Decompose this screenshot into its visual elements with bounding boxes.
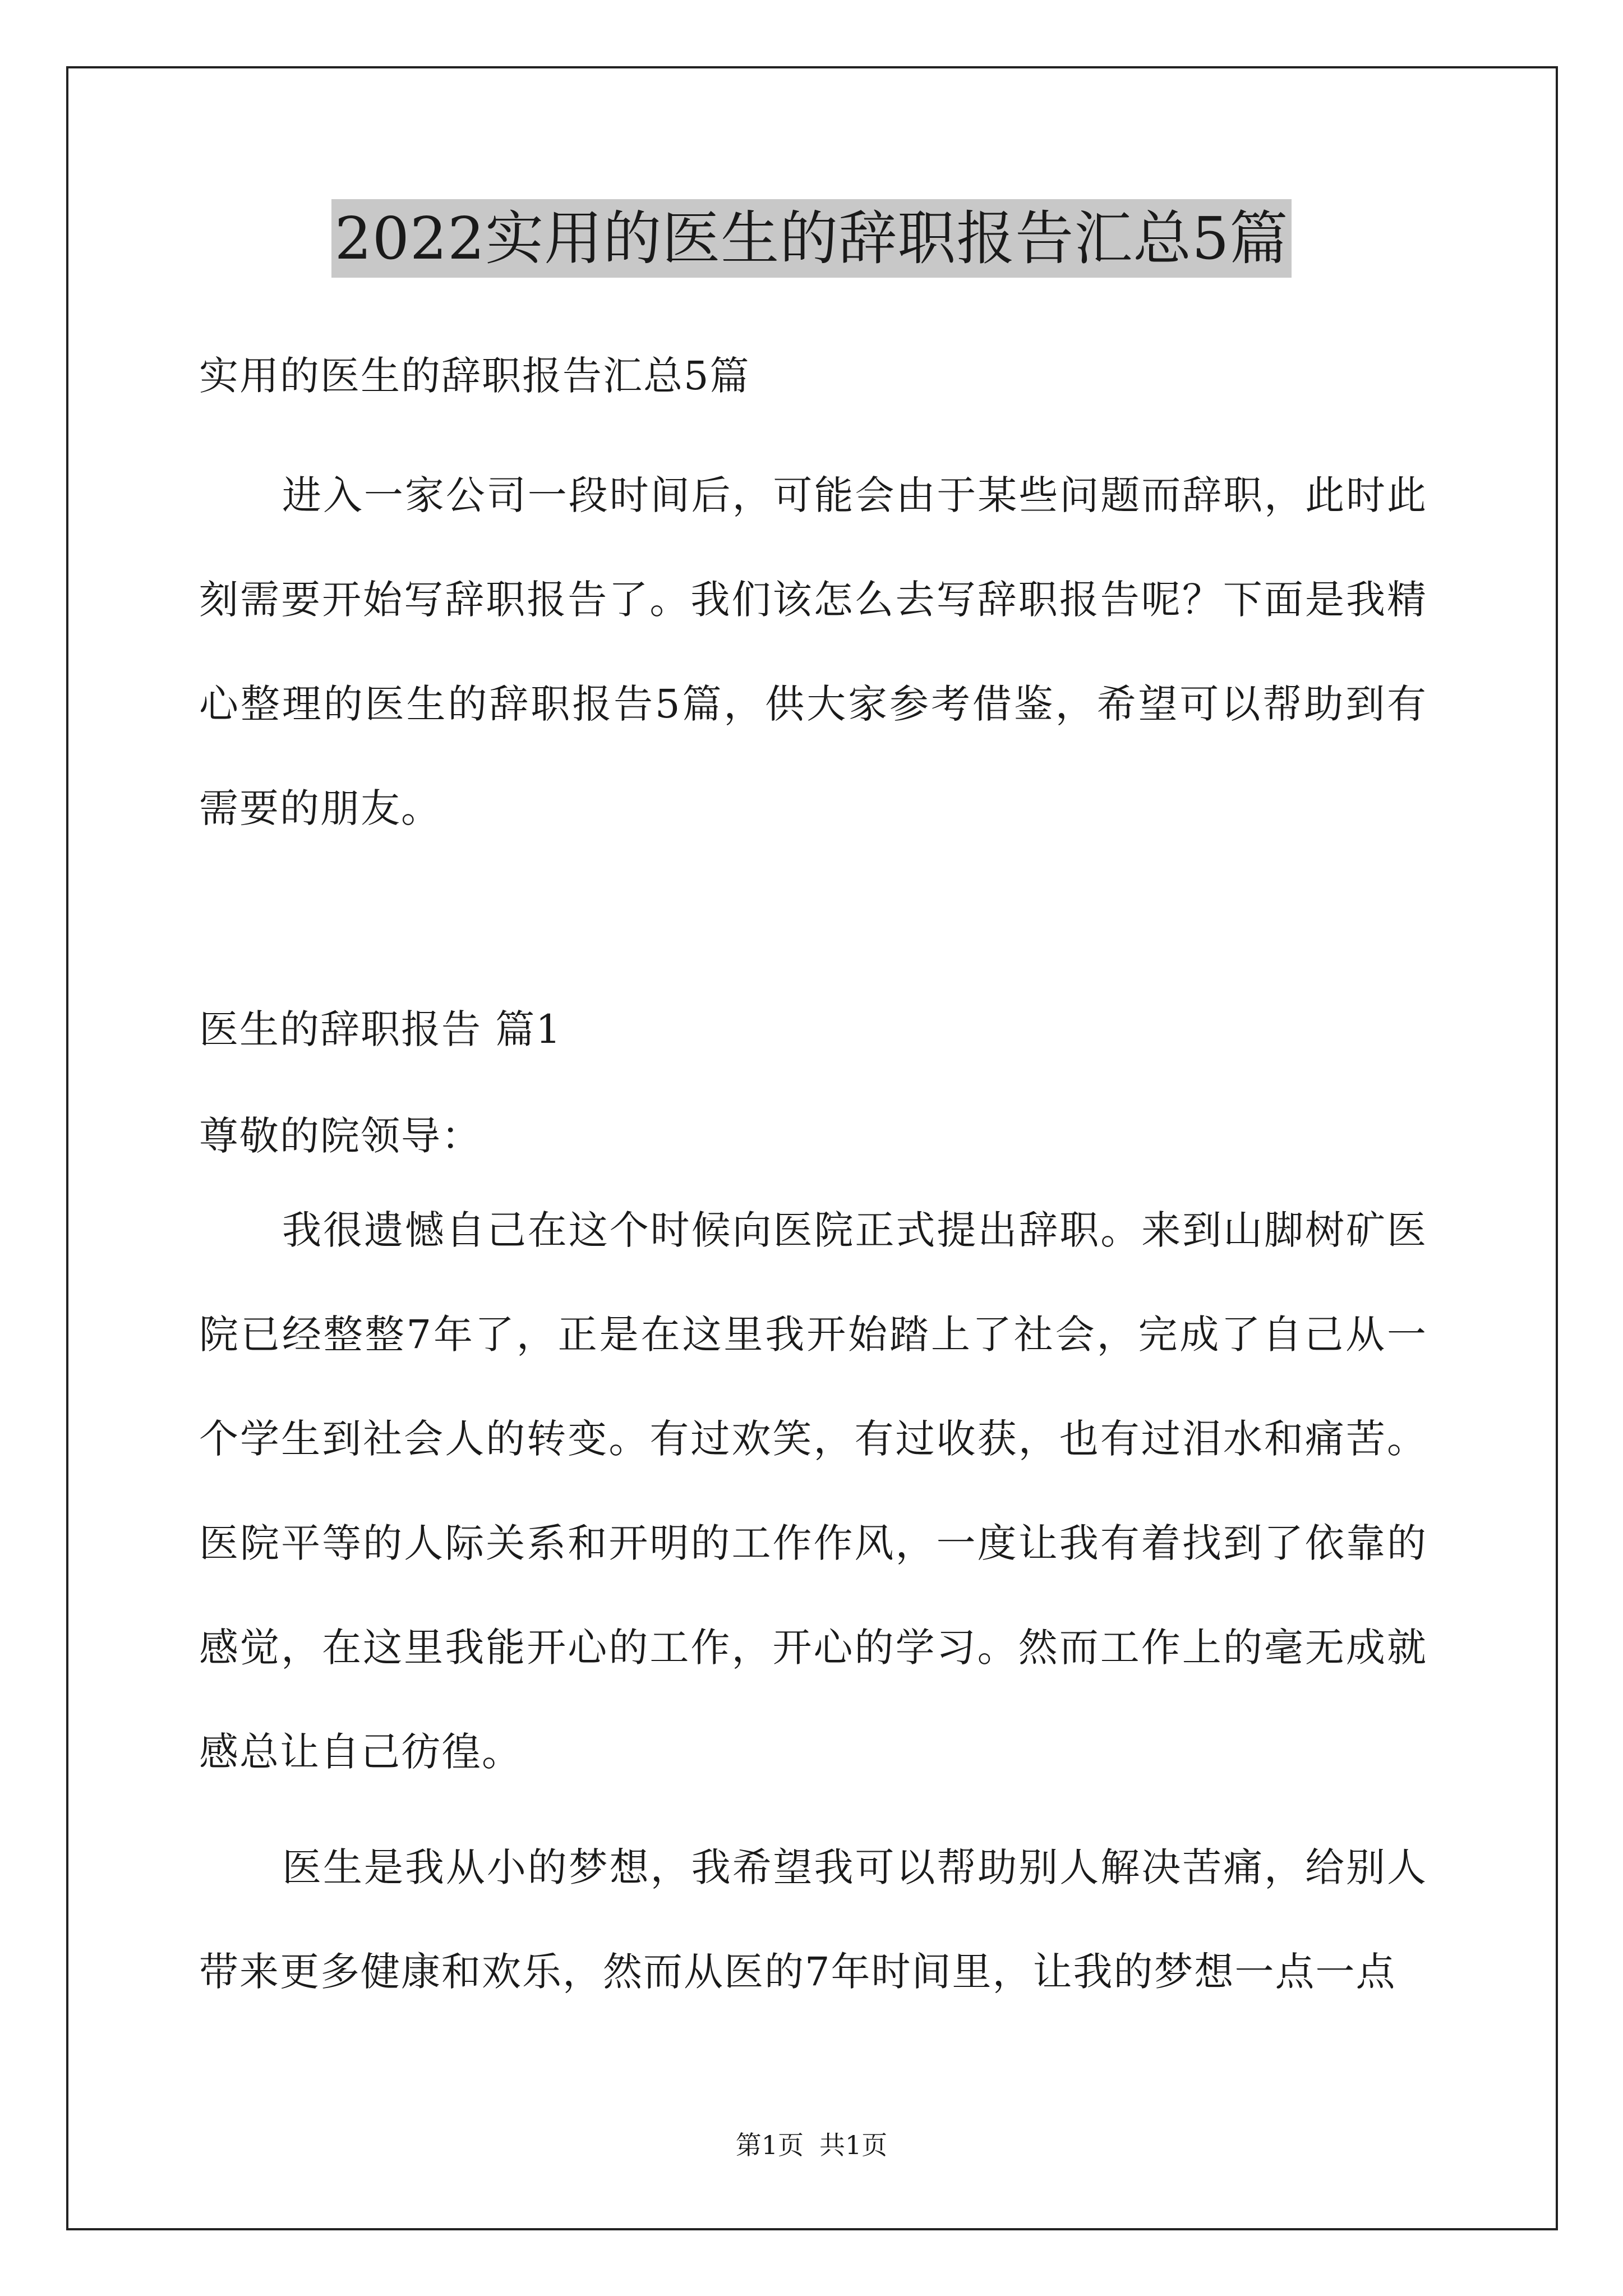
title-wrap bbox=[0, 199, 1623, 278]
section-heading: 医生的辞职报告 篇1 bbox=[199, 1006, 562, 1052]
page-number: 第1页 bbox=[735, 2130, 804, 2160]
document-subtitle: 实用的医生的辞职报告汇总5篇 bbox=[199, 353, 750, 399]
salutation: 尊敬的院领导： bbox=[199, 1113, 482, 1159]
page-total: 共1页 bbox=[819, 2130, 888, 2160]
intro-paragraph: 进入一家公司一段时间后，可能会由于某些问题而辞职，此时此刻需要开始写辞职报告了。我们该怎么去写辞职报告呢？下面是我精心整理的医生的辞职报告5篇，供大家参考借鉴，希望可以帮助到有需要的朋友。 bbox=[199, 472, 1427, 831]
body-paragraph-1: 我很遗憾自己在这个时候向医院正式提出辞职。来到山脚树矿医院已经整整7年了，正是在这里我开始踏上了社会，完成了自己从一个学生到社会人的转变。有过欢笑，有过收获，也有过泪水和痛苦。医院平等的人际关系和开明的工作作风，一度让我有着找到了依靠的感觉，在这里我能开心的工作，开心的学习。然而工作上的毫无成就感总让自己彷徨。 bbox=[199, 1207, 1427, 1775]
body-paragraph-2: 医生是我从小的梦想，我希望我可以帮助别人解决苦痛，给别人带来更多健康和欢乐，然而从医的7年时间里，让我的梦想一点一点 bbox=[199, 1844, 1427, 1995]
document-title: 2022实用的医生的辞职报告汇总5篇 bbox=[331, 199, 1292, 278]
page-footer bbox=[0, 2125, 1623, 2162]
